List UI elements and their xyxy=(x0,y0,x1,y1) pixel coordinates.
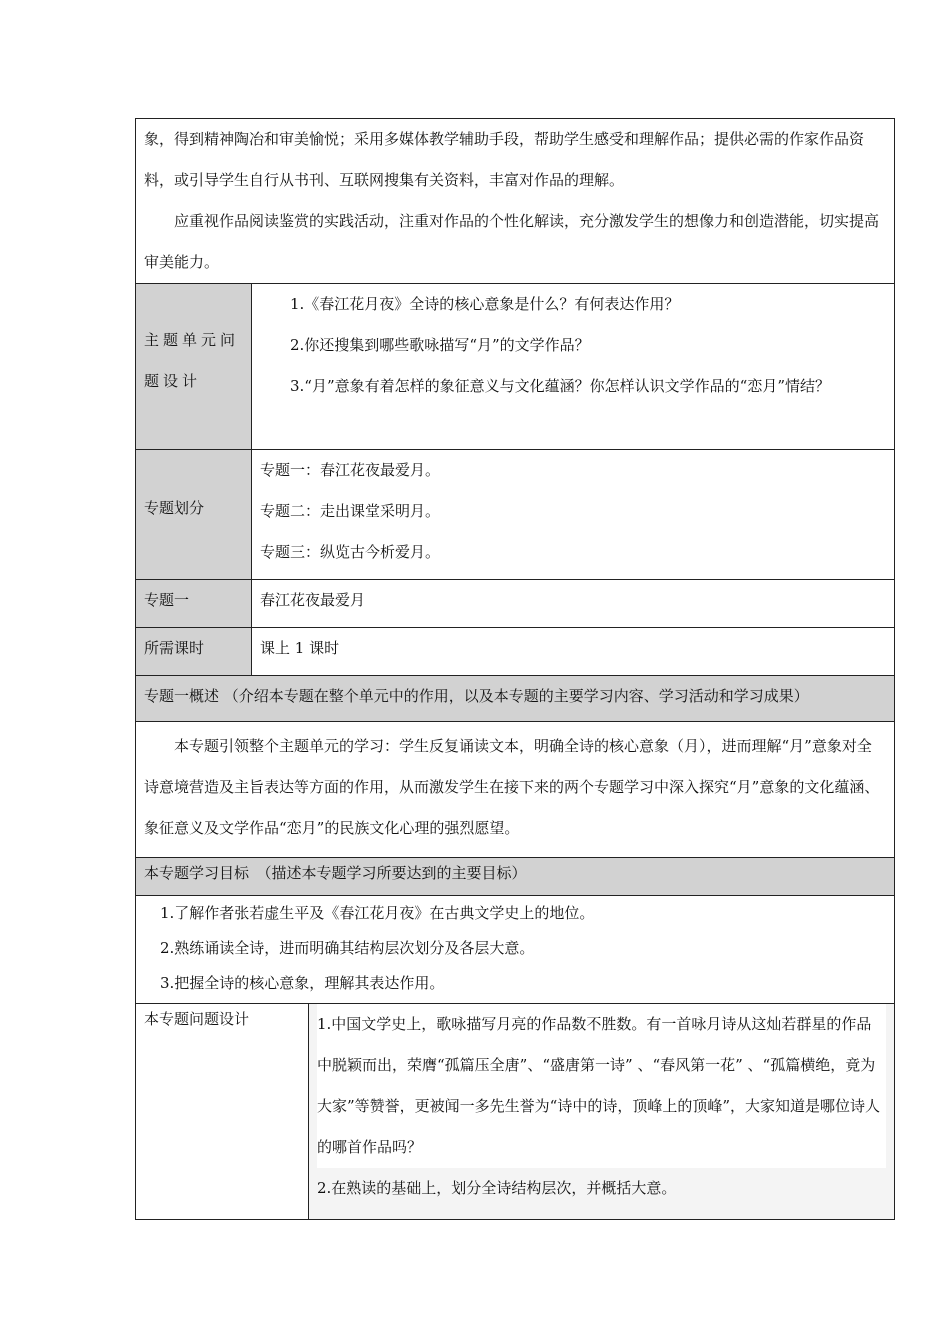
goal-item-2: 2.熟练诵读全诗，进而明确其结构层次划分及各层大意。 xyxy=(160,939,535,957)
hours-label-cell xyxy=(136,628,252,676)
intro-paragraph-1: 象，得到精神陶冶和审美愉悦；采用多媒体教学辅助手段，帮助学生感受和理解作品；提供必需的作家作品资料，或引导学生自行从书刊、互联网搜集有关资料，丰富对作品的理解。 xyxy=(144,130,865,189)
topics-label: 专题划分 xyxy=(144,499,205,517)
goals-label: 本专题学习目标 （描述本专题学习所要达到的主要目标） xyxy=(144,864,527,882)
hours-value: 课上 1 课时 xyxy=(260,639,340,657)
problem-item-2: 2.在熟读的基础上，划分全诗结构层次，并概括大意。 xyxy=(317,1179,677,1197)
intro-paragraph-2: 应重视作品阅读鉴赏的实践活动，注重对作品的个性化解读，充分激发学生的想像力和创造潜能，切实提高审美能力。 xyxy=(144,212,880,271)
topics-label-cell xyxy=(136,450,252,580)
hours-label: 所需课时 xyxy=(144,639,205,657)
lesson-plan-table xyxy=(135,118,895,1220)
unit-question-2: 2.你还搜集到哪些歌咏描写“月”的文学作品？ xyxy=(290,336,590,354)
unit-questions-label-cell xyxy=(136,284,252,450)
topic1-label: 专题一 xyxy=(144,591,190,609)
goal-item-1: 1.了解作者张若虚生平及《春江花月夜》在古典文学史上的地位。 xyxy=(160,904,595,922)
hours-value-cell xyxy=(252,628,895,676)
overview-text: 本专题引领整个主题单元的学习：学生反复诵读文本，明确全诗的核心意象（月），进而理解“月”意象对全诗意境营造及主旨表达等方面的作用，从而激发学生在接下来的两个专题学习中深入探究“月”意象的文化蕴涵、象征意义及文学作品“恋月”的民族文化心理的强烈愿望。 xyxy=(144,737,880,837)
problems-cell xyxy=(309,1004,895,1220)
goal-item-3: 3.把握全诗的核心意象，理解其表达作用。 xyxy=(160,974,445,992)
topic-item-3: 专题三：纵览古今析爱月。 xyxy=(260,543,441,561)
overview-text-cell xyxy=(136,722,895,858)
topic-item-2: 专题二：走出课堂采明月。 xyxy=(260,502,441,520)
intro-cell xyxy=(136,119,895,284)
topics-cell xyxy=(252,450,895,580)
topic1-value: 春江花夜最爱月 xyxy=(260,591,366,609)
unit-question-1: 1.《春江花月夜》全诗的核心意象是什么？有何表达作用？ xyxy=(290,295,680,313)
goals-cell xyxy=(136,896,895,1004)
unit-questions-label: 主题单元问题设计 xyxy=(144,331,240,390)
problems-label-cell xyxy=(136,1004,309,1220)
overview-label-cell xyxy=(136,676,895,722)
goals-label-cell xyxy=(136,858,895,896)
unit-questions-cell xyxy=(252,284,895,450)
problem-item-1: 1.中国文学史上，歌咏描写月亮的作品数不胜数。有一首咏月诗从这灿若群星的作品中脱颖而出，荣膺“孤篇压全唐”、“盛唐第一诗” 、“春风第一花” 、“孤篇横绝，竟为大家”等赞誉，更被闻一多先生誉为“诗中的诗，顶峰上的顶峰”，大家知道是哪位诗人的哪首作品吗？ xyxy=(317,1004,886,1168)
topic1-value-cell xyxy=(252,580,895,628)
problems-label: 本专题问题设计 xyxy=(144,1010,250,1028)
topic1-label-cell xyxy=(136,580,252,628)
unit-question-3: 3.“月”意象有着怎样的象征意义与文化蕴涵？你怎样认识文学作品的“恋月”情结？ xyxy=(290,377,830,395)
overview-label: 专题一概述 （介绍本专题在整个单元中的作用，以及本专题的主要学习内容、学习活动和学习成果） xyxy=(144,687,809,705)
topic-item-1: 专题一：春江花夜最爱月。 xyxy=(260,461,441,479)
